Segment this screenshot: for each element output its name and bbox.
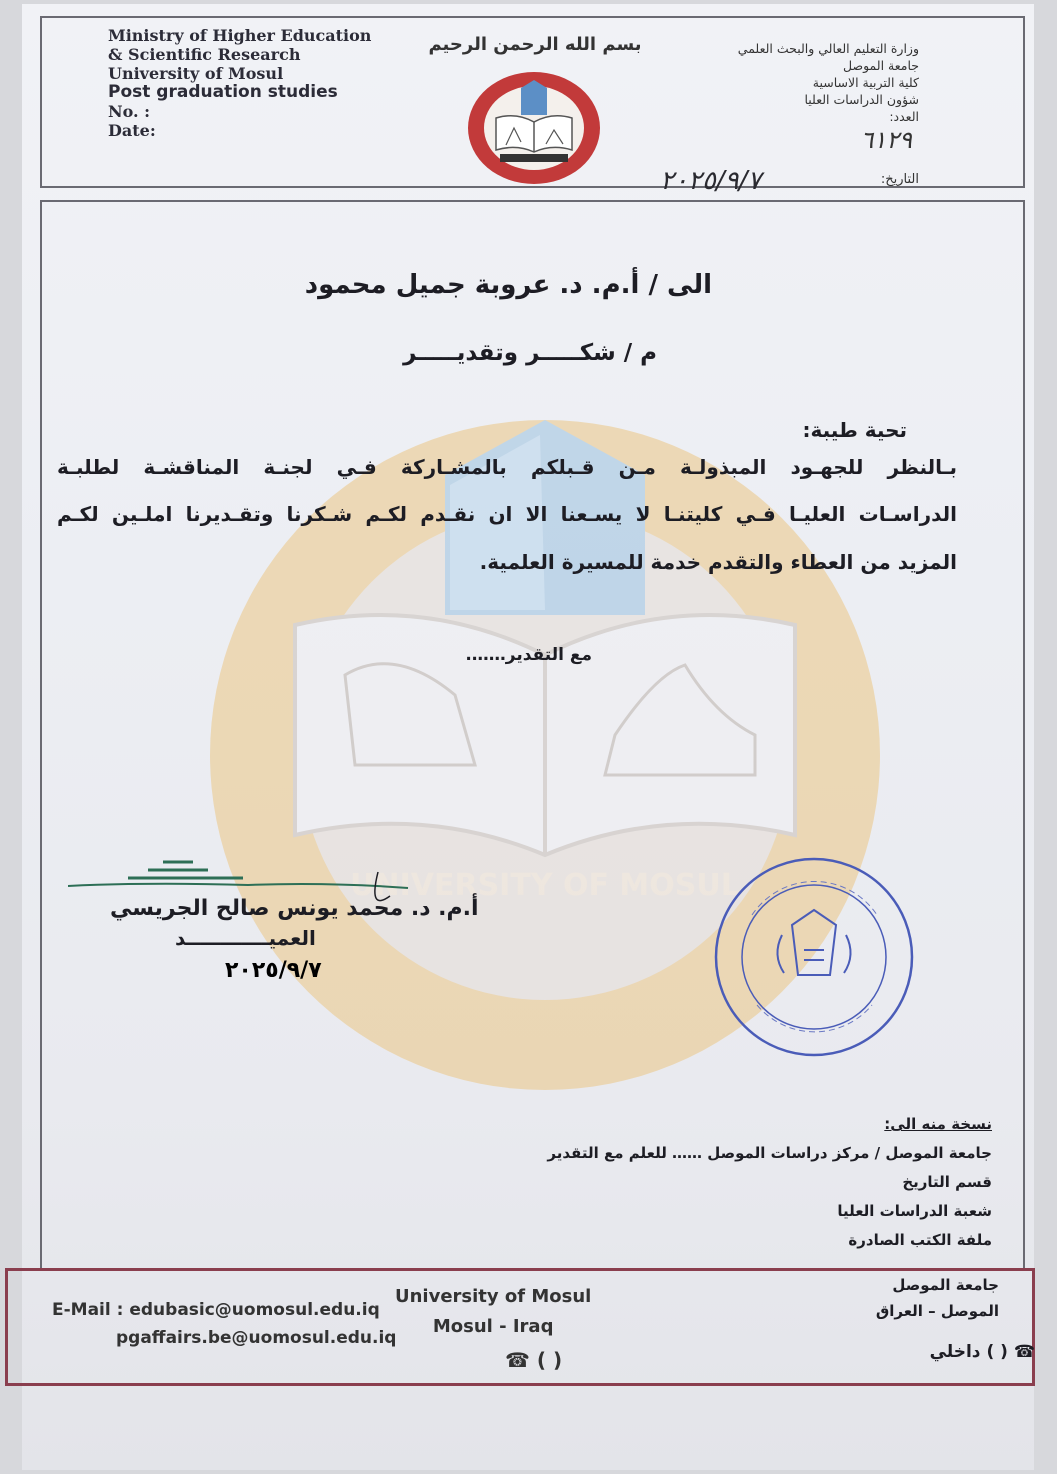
body-line: الدراسـات العليـا فـي كليتنـا لا يسـعنا الا ان نقـدم لكـم شـكرنا وتقـديرنا املـين لكـم [57,502,957,526]
number-label-en: No. : [108,102,151,121]
signature-date: ٢٠٢٥/٩/٧ [225,958,322,983]
university-logo-icon [466,70,602,186]
signatory-title: العميــــــــــــد [175,926,316,950]
header-arabic-block [659,40,919,125]
copies-title: نسخة منه الى: [884,1115,992,1133]
footer-university-en [395,1282,591,1342]
footer-univ-location-ar: الموصل – العراق [875,1302,999,1320]
university-line: University of Mosul [108,64,284,83]
copy-item: شعبة الدراسات العليا [837,1202,992,1220]
footer-univ-name: University of Mosul [395,1286,592,1307]
date-label-en: Date: [108,121,156,140]
regards-line: مع التقدير……. [465,645,592,665]
signature-scribble-icon [68,852,428,902]
department-ar: شؤون الدراسات العليا [804,92,919,107]
college-ar: كلية التربية الاساسية [812,75,919,90]
department-line: Post graduation studies [108,82,338,102]
copy-item: جامعة الموصل / مركز دراسات الموصل …… للعلم مع التقدير [547,1144,992,1162]
email-secondary: pgaffairs.be@uomosul.edu.iq [116,1328,397,1348]
ministry-line-2: & Scientific Research [108,45,301,64]
signatory-name: أ.م. د. محمد يونس صالح الجريسي [110,896,479,921]
copies-list [472,1110,992,1255]
greeting: تحية طيبة: [802,418,907,442]
email-primary: E-Mail : edubasic@uomosul.edu.iq [52,1300,380,1320]
copy-item: ملفة الكتب الصادرة [848,1231,992,1249]
university-ar: جامعة الموصل [843,58,919,73]
footer-univ-name-ar: جامعة الموصل [892,1276,999,1294]
subject-line: م / شكـــــر وتقديـــــر [403,340,657,366]
basmala: بسم الله الرحمن الرحيم [428,34,642,55]
footer-phone-ar: ☎ ( ) داخلي [929,1342,1035,1362]
date-label-ar: التاريخ: [880,172,919,187]
official-stamp-icon [712,855,917,1060]
document-number: ٦١٢٩ [860,126,912,154]
body-line: المزيد من العطاء والتقدم خدمة للمسيرة العلمية. [479,550,957,574]
copy-item: قسم التاريخ [902,1173,992,1191]
ministry-ar: وزارة التعليم العالي والبحث العلمي [737,41,919,56]
number-label-ar: العدد: [889,109,919,124]
footer-univ-location: Mosul - Iraq [432,1316,554,1337]
footer-phone-en: ☎ ( ) [505,1348,563,1372]
recipient-line: الى / أ.م. د. عروبة جميل محمود [304,270,712,300]
header-english-block [108,26,371,140]
footer-university-ar [876,1272,999,1324]
svg-text:UNIVERSITY OF MOSUL: UNIVERSITY OF MOSUL [350,868,740,903]
document-date: ٢٠٢٥/٩/٧ [660,166,762,196]
body-line: بـالنظر للجهـود المبذولـة مـن قـبلكم بالمشـاركة فـي لجنـة المناقشـة لطلبـة [57,455,957,479]
ministry-line-1: Ministry of Higher Education [108,26,372,45]
footer-emails [52,1296,396,1352]
